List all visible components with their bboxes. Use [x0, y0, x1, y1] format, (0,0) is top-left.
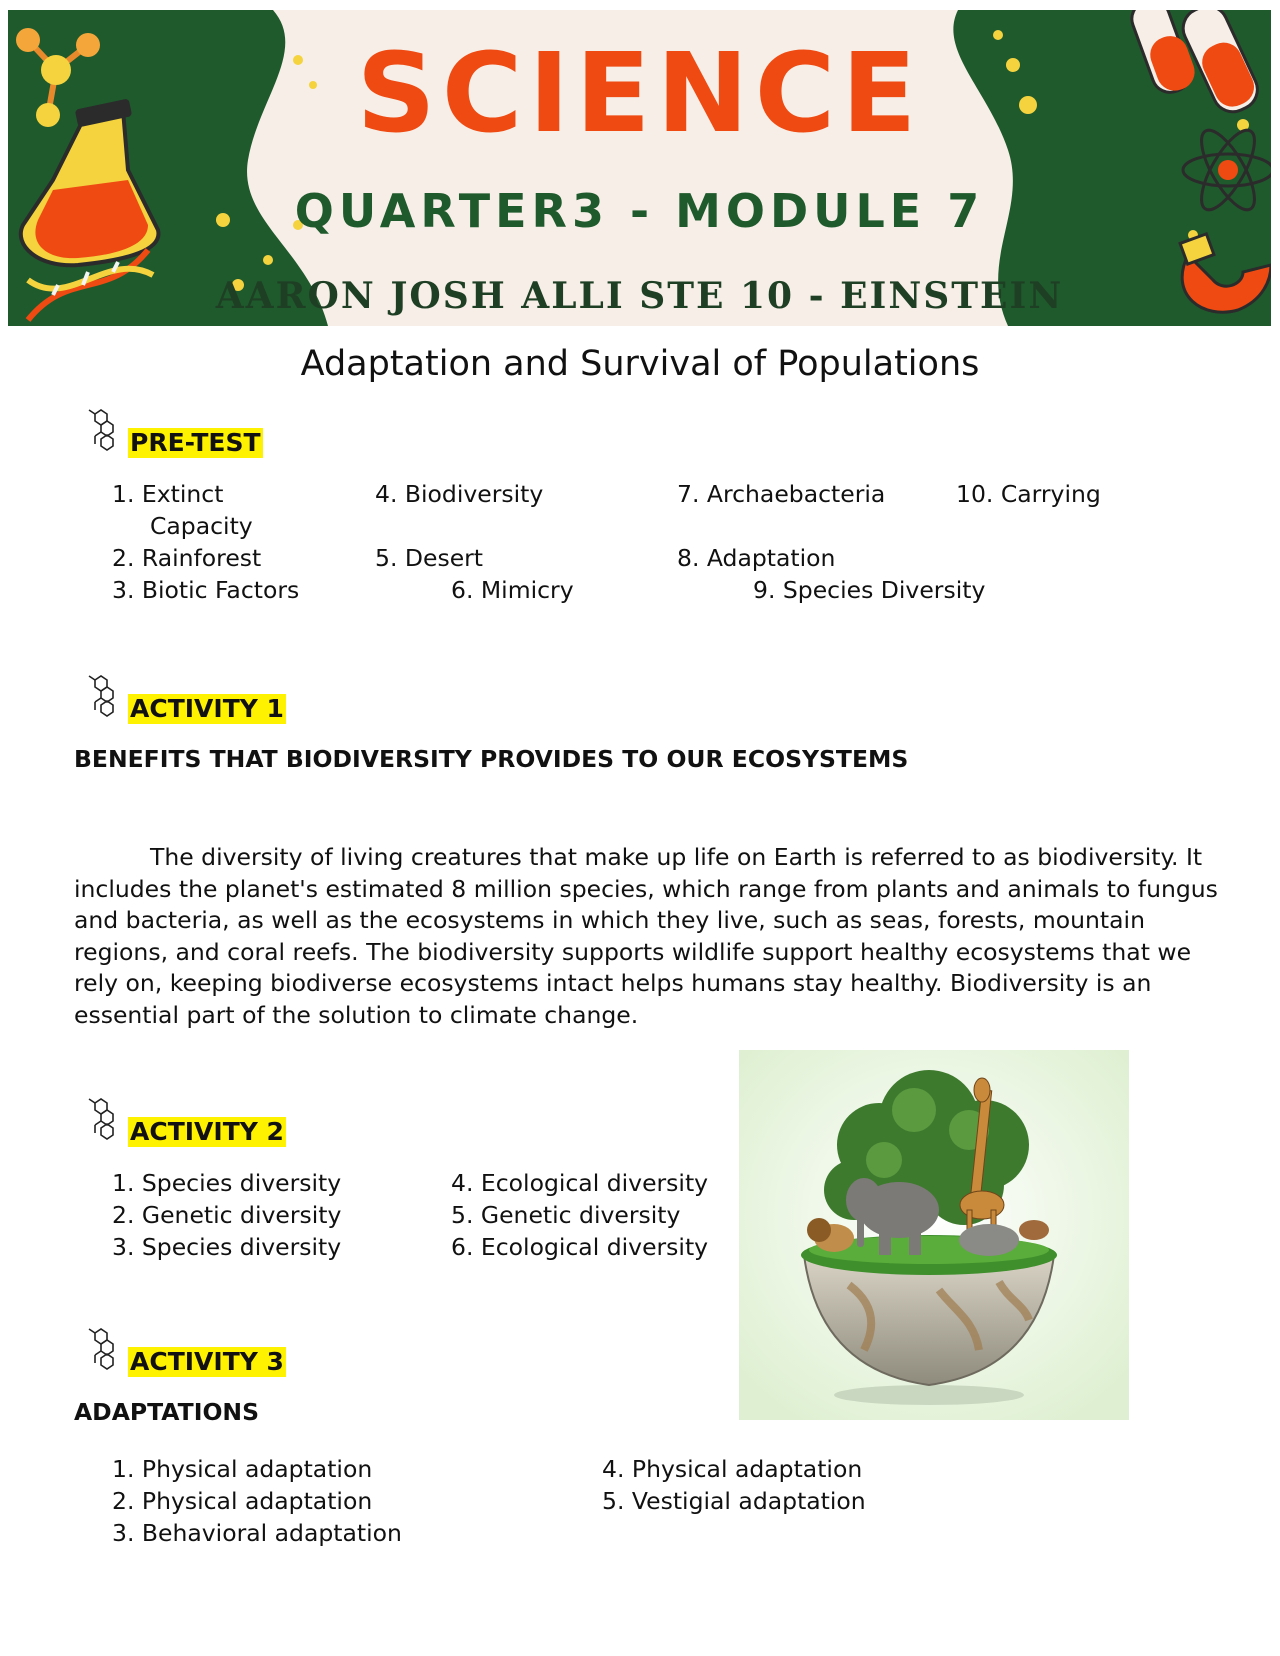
hexagon-molecule-icon	[80, 1095, 126, 1145]
pretest-item-3: 3. Biotic Factors	[112, 576, 300, 604]
activity3-item-4: 4. Physical adaptation	[602, 1455, 863, 1483]
pretest-item-5: 5. Desert	[375, 544, 484, 572]
hexagon-molecule-icon	[80, 672, 126, 722]
activity3-item-3: 3. Behavioral adaptation	[112, 1519, 402, 1547]
activity1-paragraph-text: The diversity of living creatures that make up life on Earth is referred to as biodiversity. It includes the planet's estimated 8 million species, which range from plants and animals to fungus and bacteria, as well as the ecosystems in which they live, such as seas, forests, mountain regions, and coral reefs. The biodiversity supports wildlife support healthy ecosystems that we rely on, keeping biodiverse ecosystems intact helps humans stay healthy. Biodiversity is an essential part of the solution to climate change.	[74, 843, 1218, 1029]
biodiversity-globe-illustration	[739, 1050, 1129, 1420]
activity2-item-5: 5. Genetic diversity	[451, 1201, 681, 1229]
pretest-item-1: 1. Extinct	[112, 480, 224, 508]
pretest-item-10: 10. Carrying	[956, 480, 1101, 508]
activity2-item-2: 2. Genetic diversity	[112, 1201, 342, 1229]
activity3-item-5: 5. Vestigial adaptation	[602, 1487, 866, 1515]
banner-student-name: AARON JOSH ALLI STE 10 - EINSTEIN	[215, 275, 1064, 317]
banner-title: SCIENCE	[356, 29, 923, 157]
pretest-item-1-continued: Capacity	[150, 512, 253, 540]
activity3-heading: ADAPTATIONS	[74, 1398, 260, 1426]
pretest-item-8: 8. Adaptation	[677, 544, 836, 572]
activity3-item-2: 2. Physical adaptation	[112, 1487, 373, 1515]
activity3-item-1: 1. Physical adaptation	[112, 1455, 373, 1483]
activity2-item-3: 3. Species diversity	[112, 1233, 342, 1261]
header-banner	[8, 10, 1271, 326]
pretest-label: PRE-TEST	[130, 428, 261, 457]
pretest-item-4: 4. Biodiversity	[375, 480, 544, 508]
activity1-label: ACTIVITY 1	[130, 694, 284, 723]
activity2-item-6: 6. Ecological diversity	[451, 1233, 709, 1261]
pretest-item-9: 9. Species Diversity	[753, 576, 986, 604]
activity3-label: ACTIVITY 3	[130, 1347, 284, 1376]
page-title: Adaptation and Survival of Populations	[300, 344, 980, 384]
hexagon-molecule-icon	[80, 1325, 126, 1375]
activity1-paragraph	[74, 842, 1224, 1032]
activity1-heading: BENEFITS THAT BIODIVERSITY PROVIDES TO OUR ECOSYSTEMS	[74, 745, 909, 773]
pretest-item-7: 7. Archaebacteria	[677, 480, 886, 508]
activity2-label: ACTIVITY 2	[130, 1117, 284, 1146]
banner-subtitle: QUARTER3 - MODULE 7	[294, 184, 985, 238]
hexagon-molecule-icon	[80, 406, 126, 456]
activity2-item-1: 1. Species diversity	[112, 1169, 342, 1197]
pretest-item-6: 6. Mimicry	[451, 576, 574, 604]
activity2-item-4: 4. Ecological diversity	[451, 1169, 709, 1197]
pretest-item-2: 2. Rainforest	[112, 544, 262, 572]
